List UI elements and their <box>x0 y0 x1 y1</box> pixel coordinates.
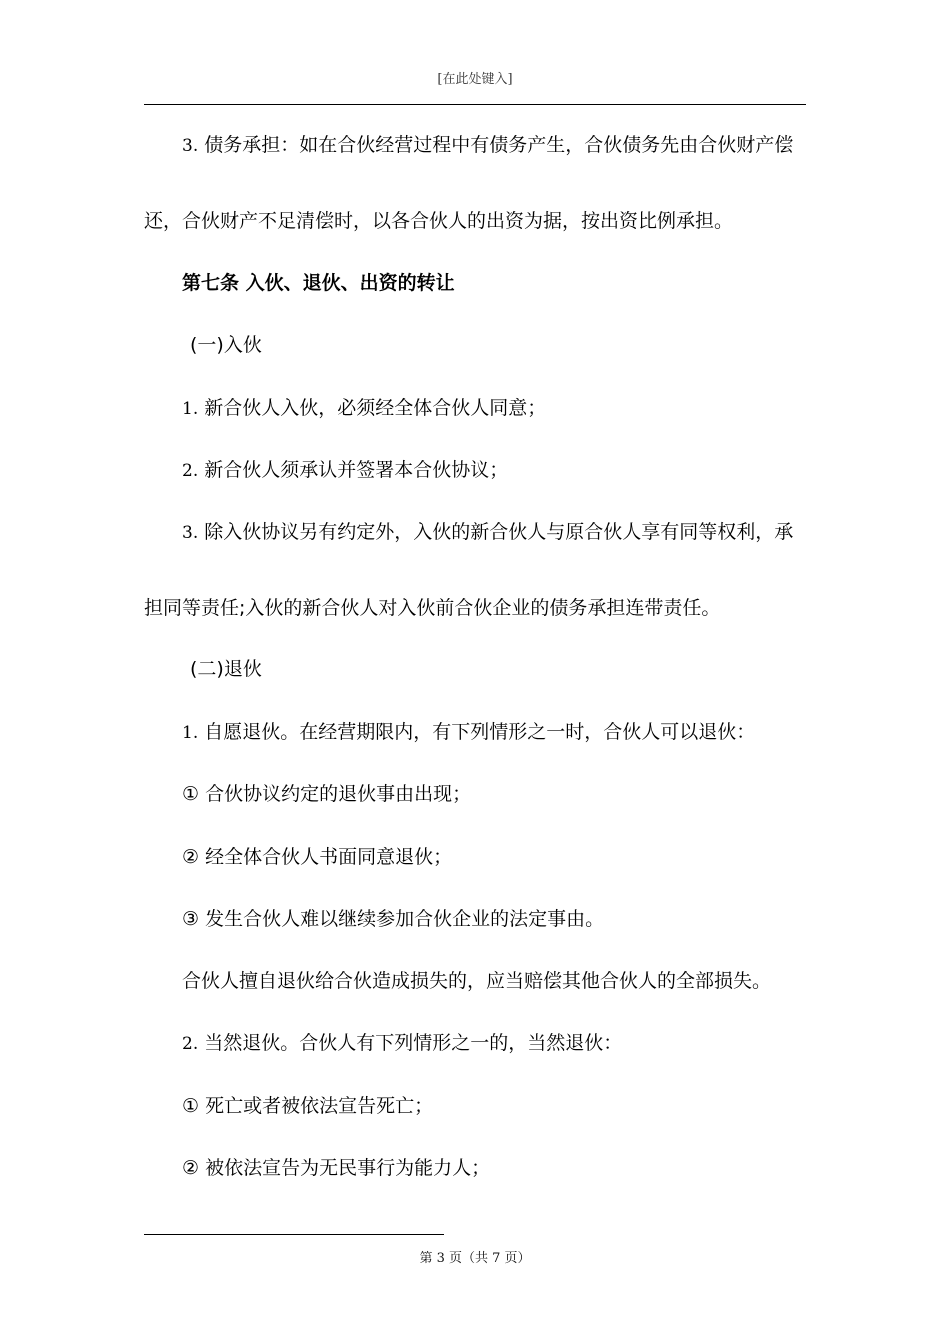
footer-divider <box>144 1234 444 1235</box>
item-text: 除入伙协议另有约定外，入伙的新合伙人与原合伙人享有同等权利，承 <box>198 521 794 543</box>
item-number: 2. <box>182 461 199 481</box>
join-item-1 <box>182 396 546 421</box>
auto-withdraw-sub-item-2: ② 被依法宣告为无民事行为能力人； <box>182 1157 491 1179</box>
withdraw-item-2 <box>182 1031 622 1056</box>
item-number: 1. <box>182 399 199 419</box>
item-text: 新合伙人入伙，必须经全体合伙人同意； <box>198 397 547 419</box>
item-number: 3. <box>182 136 199 156</box>
page-header: [在此处键入] <box>437 72 513 87</box>
join-item-3-line-1 <box>182 520 793 545</box>
join-item-2 <box>182 458 508 483</box>
withdraw-sub-item-3: ③ 发生合伙人难以继续参加合伙企业的法定事由。 <box>182 908 605 930</box>
withdraw-sub-item-1: ① 合伙协议约定的退伙事由出现； <box>182 783 472 805</box>
withdraw-item-1 <box>182 720 755 745</box>
debt-clause-line-1 <box>182 133 793 158</box>
page-number: 第 3 页（共 7 页） <box>419 1251 531 1266</box>
withdraw-sub-item-2: ② 经全体合伙人书面同意退伙； <box>182 846 453 868</box>
item-text: 自愿退伙。在经营期限内，有下列情形之一时，合伙人可以退伙： <box>198 721 756 743</box>
section-join-heading: (一)入伙 <box>190 334 262 356</box>
item-number: 2. <box>182 1034 199 1054</box>
item-text: 当然退伙。合伙人有下列情形之一的，当然退伙： <box>198 1032 623 1054</box>
item-number: 3. <box>182 523 199 543</box>
item-text: 债务承担：如在合伙经营过程中有债务产生，合伙债务先由合伙财产偿 <box>198 134 794 156</box>
auto-withdraw-sub-item-1: ① 死亡或者被依法宣告死亡； <box>182 1095 434 1117</box>
header-divider <box>144 104 806 105</box>
item-text: 新合伙人须承认并签署本合伙协议； <box>198 459 509 481</box>
withdraw-liability-note: 合伙人擅自退伙给合伙造成损失的，应当赔偿其他合伙人的全部损失。 <box>182 970 772 992</box>
article-7-heading: 第七条 入伙、退伙、出资的转让 <box>182 272 455 294</box>
section-withdraw-heading: (二)退伙 <box>190 658 262 680</box>
debt-clause-line-2: 还，合伙财产不足清偿时，以各合伙人的出资为据，按出资比例承担。 <box>144 210 734 232</box>
item-number: 1. <box>182 723 199 743</box>
join-item-3-line-2: 担同等责任;入伙的新合伙人对入伙前合伙企业的债务承担连带责任。 <box>144 597 721 619</box>
